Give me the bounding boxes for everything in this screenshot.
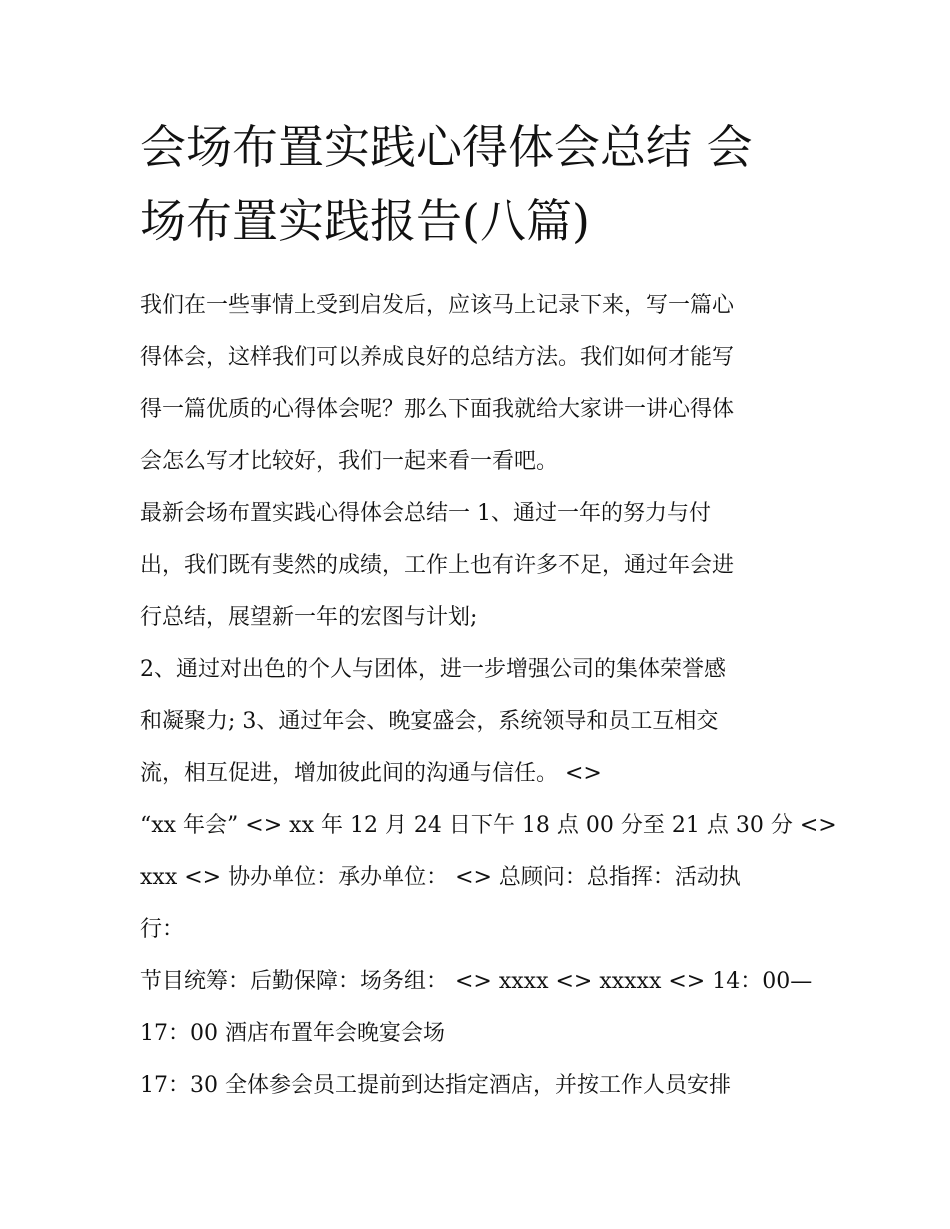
paragraph-summary-1 xyxy=(140,488,820,644)
text-line: 得一篇优质的心得体会呢？那么下面我就给大家讲一讲心得体 xyxy=(140,397,735,422)
text-line: 2、通过对出色的个人与团体，进一步增强公司的集体荣誉感 xyxy=(140,657,726,682)
text-line: 流，相互促进，增加彼此间的沟通与信任。 <> xyxy=(140,761,602,786)
text-line: 17：30 全体参会员工提前到达指定酒店，并按工作人员安排 xyxy=(140,1073,731,1098)
text-line: 出，我们既有斐然的成绩，工作上也有许多不足，通过年会进 xyxy=(140,553,735,578)
text-line: “xx 年会” <> xx 年 12 月 24 日下午 18 点 00 分至 21 点 30 分 <> xyxy=(140,813,837,838)
text-line: 和凝聚力; 3、通过年会、晚宴盛会，系统领导和员工互相交 xyxy=(140,709,719,734)
text-line: 行： xyxy=(140,917,185,942)
title-line: 会场布置实践心得体会总结 会 xyxy=(140,120,753,174)
text-line: 得体会，这样我们可以养成良好的总结方法。我们如何才能写 xyxy=(140,345,735,370)
text-line: xxx <> 协办单位：承办单位： <> 总顾问：总指挥：活动执 xyxy=(140,865,741,890)
text-line: 节目统筹：后勤保障：场务组： <> xxxx <> xxxxx <> 14：00— xyxy=(140,969,813,994)
text-line: 行总结，展望新一年的宏图与计划; xyxy=(140,605,478,630)
text-line: 17：00 酒店布置年会晚宴会场 xyxy=(140,1021,445,1046)
text-line: 最新会场布置实践心得体会总结一 1、通过一年的努力与付 xyxy=(140,501,711,526)
title-line: 场布置实践报告(八篇) xyxy=(140,194,590,248)
text-line: 会怎么写才比较好，我们一起来看一看吧。 xyxy=(140,449,559,474)
text-line: 我们在一些事情上受到启发后，应该马上记录下来，写一篇心 xyxy=(140,293,735,318)
document-body xyxy=(140,280,837,1112)
paragraph-event-info xyxy=(140,800,837,956)
paragraph-schedule xyxy=(140,1060,820,1112)
document-title xyxy=(140,110,820,258)
paragraph-staff xyxy=(140,956,820,1060)
paragraph-intro xyxy=(140,280,820,488)
paragraph-summary-2 xyxy=(140,644,820,800)
document-page xyxy=(140,110,837,1112)
